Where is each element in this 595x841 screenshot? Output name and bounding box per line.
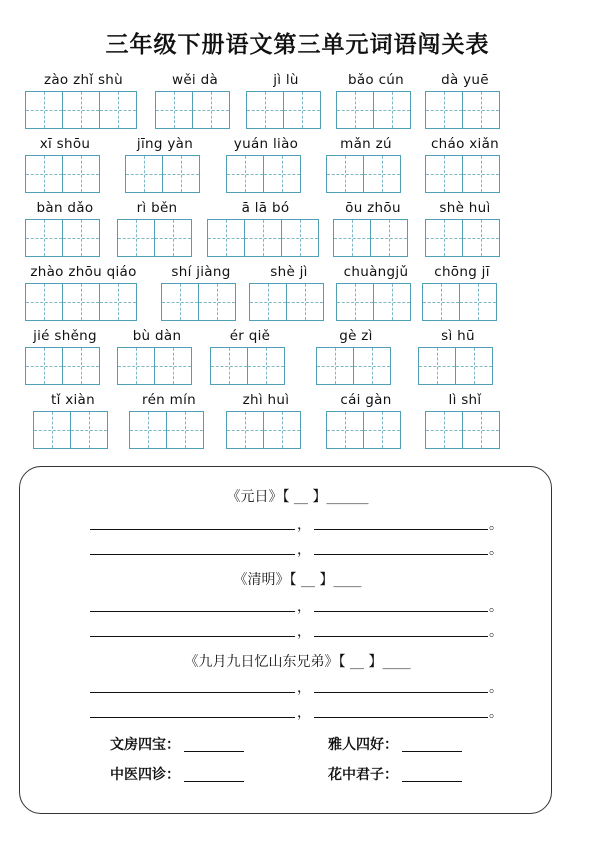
pinyin-label: ōu zhōu: [345, 200, 401, 216]
poem-title: 《元日》【 __ 】______: [226, 489, 369, 505]
pinyin-label: shè huì: [439, 200, 491, 216]
fill-label: 雅人四好：: [328, 737, 398, 753]
writing-grid[interactable]: [333, 219, 407, 257]
writing-grid[interactable]: [25, 347, 99, 385]
word-row: [0, 262, 595, 332]
writing-grid[interactable]: [326, 155, 400, 193]
pinyin-label: ér qiě: [229, 328, 271, 344]
writing-grid[interactable]: [425, 155, 499, 193]
pinyin-label: bù dàn: [132, 328, 182, 344]
pinyin-label: cháo xiǎn: [430, 136, 500, 152]
fill-item: [110, 764, 244, 784]
pinyin-label: dà yuē: [441, 72, 489, 88]
fill-label: 中医四诊：: [110, 767, 180, 783]
pinyin-label: shí jiàng: [171, 264, 231, 280]
pinyin-label: chuàngjǔ: [343, 264, 409, 280]
comma-mark: ，: [297, 599, 311, 615]
period-mark: 。: [489, 680, 503, 696]
answer-line[interactable]: [314, 717, 488, 718]
word-row: [0, 70, 595, 140]
writing-grid[interactable]: [33, 411, 107, 449]
writing-grid[interactable]: [226, 155, 300, 193]
pinyin-label: sì hū: [441, 328, 475, 344]
pinyin-label: bàn dǎo: [36, 200, 94, 216]
pinyin-label: mǎn zú: [340, 136, 392, 152]
period-mark: 。: [489, 517, 503, 533]
pinyin-label: shè jì: [270, 264, 308, 280]
pinyin-label: rì běn: [136, 200, 178, 216]
pinyin-label: rén mín: [142, 392, 196, 408]
writing-grid[interactable]: [207, 219, 318, 257]
answer-line[interactable]: [90, 554, 295, 555]
writing-grid[interactable]: [210, 347, 284, 385]
writing-grid[interactable]: [249, 283, 323, 321]
pinyin-label: chōng jī: [434, 264, 490, 280]
fill-item: [328, 734, 462, 754]
answer-line[interactable]: [90, 717, 295, 718]
writing-grid[interactable]: [25, 219, 99, 257]
poem-panel: [19, 466, 552, 814]
period-mark: 。: [489, 705, 503, 721]
writing-grid[interactable]: [25, 155, 99, 193]
fill-blank[interactable]: [402, 767, 462, 782]
comma-mark: ，: [297, 517, 311, 533]
comma-mark: ，: [297, 680, 311, 696]
writing-grid[interactable]: [316, 347, 390, 385]
writing-grid[interactable]: [425, 219, 499, 257]
comma-mark: ，: [297, 705, 311, 721]
writing-grid[interactable]: [422, 283, 496, 321]
writing-grid[interactable]: [226, 411, 300, 449]
writing-grid[interactable]: [25, 91, 136, 129]
pinyin-label: yuán liào: [233, 136, 299, 152]
pinyin-label: gè zì: [339, 328, 373, 344]
pinyin-label: lì shǐ: [448, 392, 482, 408]
fill-label: 花中君子：: [328, 767, 398, 783]
writing-grid[interactable]: [425, 411, 499, 449]
pinyin-label: xī shōu: [39, 136, 91, 152]
pinyin-label: jīng yàn: [136, 136, 194, 152]
pinyin-label: jì lù: [273, 72, 299, 88]
answer-line[interactable]: [90, 636, 295, 637]
answer-line[interactable]: [90, 611, 295, 612]
poem-title: 《清明》【 __ 】____: [233, 572, 362, 588]
pinyin-label: bǎo cún: [347, 72, 405, 88]
writing-grid[interactable]: [161, 283, 235, 321]
writing-grid[interactable]: [418, 347, 492, 385]
pinyin-label: zhào zhōu qiáo: [30, 264, 137, 280]
period-mark: 。: [489, 624, 503, 640]
fill-blank[interactable]: [184, 737, 244, 752]
period-mark: 。: [489, 542, 503, 558]
answer-line[interactable]: [314, 692, 488, 693]
fill-item: [110, 734, 244, 754]
writing-grid[interactable]: [336, 91, 410, 129]
page-title: 三年级下册语文第三单元词语闯关表: [105, 31, 490, 58]
writing-grid[interactable]: [117, 219, 191, 257]
answer-line[interactable]: [314, 636, 488, 637]
fill-label: 文房四宝：: [110, 737, 180, 753]
word-row: [0, 134, 595, 204]
answer-line[interactable]: [314, 529, 488, 530]
pinyin-label: zhì huì: [242, 392, 290, 408]
pinyin-label: tǐ xiàn: [50, 392, 95, 408]
answer-line[interactable]: [314, 611, 488, 612]
pinyin-label: wěi dà: [171, 72, 219, 88]
pinyin-label: jié shěng: [33, 328, 97, 344]
writing-grid[interactable]: [125, 155, 199, 193]
answer-line[interactable]: [90, 692, 295, 693]
answer-line[interactable]: [314, 554, 488, 555]
answer-line[interactable]: [90, 529, 295, 530]
word-row: [0, 390, 595, 460]
pinyin-label: ā lā bó: [241, 200, 290, 216]
comma-mark: ，: [297, 542, 311, 558]
comma-mark: ，: [297, 624, 311, 640]
word-row: [0, 198, 595, 268]
writing-grid[interactable]: [25, 283, 136, 321]
writing-grid[interactable]: [425, 91, 499, 129]
fill-blank[interactable]: [184, 767, 244, 782]
fill-item: [328, 764, 462, 784]
writing-grid[interactable]: [117, 347, 191, 385]
writing-grid[interactable]: [326, 411, 400, 449]
writing-grid[interactable]: [129, 411, 203, 449]
pinyin-label: cái gàn: [340, 392, 392, 408]
writing-grid[interactable]: [336, 283, 410, 321]
period-mark: 。: [489, 599, 503, 615]
writing-grid[interactable]: [155, 91, 229, 129]
word-row: [0, 326, 595, 396]
writing-grid[interactable]: [246, 91, 320, 129]
fill-blank[interactable]: [402, 737, 462, 752]
poem-title: 《九月九日忆山东兄弟》【 __ 】____: [184, 654, 411, 670]
pinyin-label: zào zhǐ shù: [43, 72, 124, 88]
